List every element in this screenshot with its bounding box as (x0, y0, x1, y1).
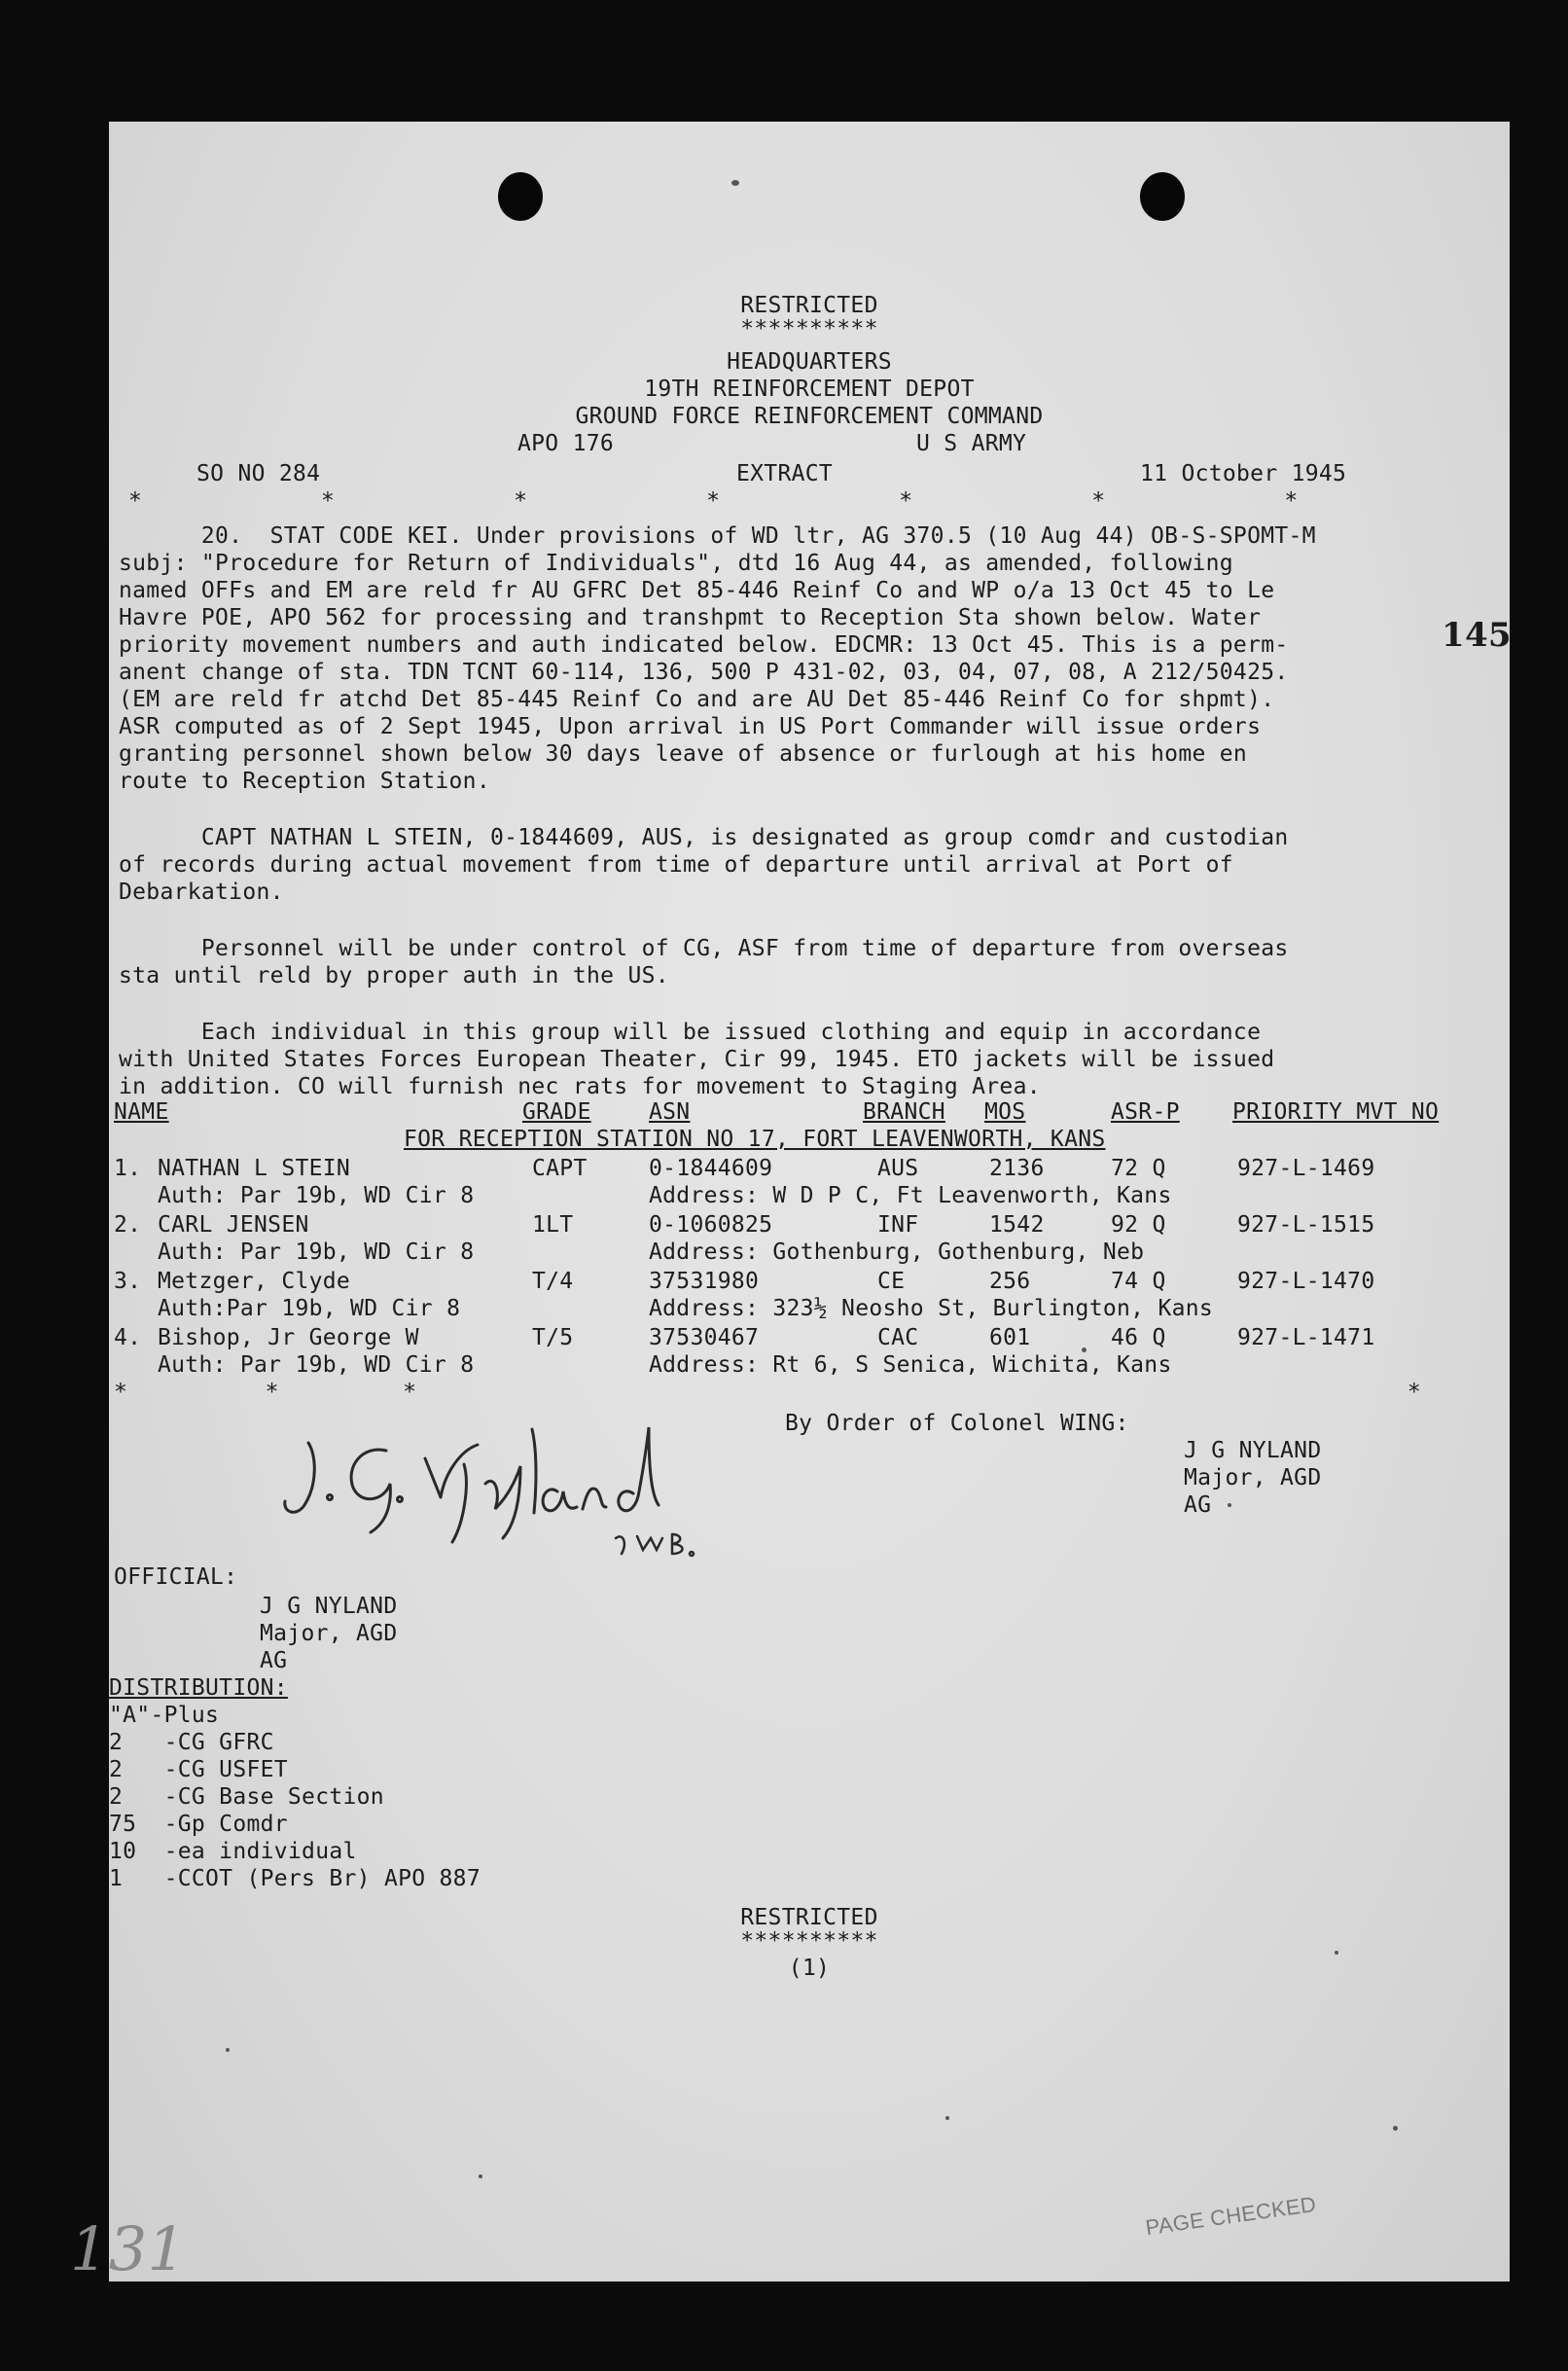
header-line-3: GROUND FORCE REINFORCEMENT COMMAND (575, 404, 1044, 429)
capt-para-line: Debarkation. (119, 880, 284, 905)
order-title: AG (1184, 1492, 1212, 1518)
col-header-branch: BRANCH (863, 1099, 945, 1125)
para20-line: anent change of sta. TDN TCNT 60-114, 136, 500 P 431-02, 03, 04, 07, 08, A 212/50425. (119, 660, 1289, 685)
capt-para-line: CAPT NATHAN L STEIN, 0-1844609, AUS, is designated as group comdr and custodian (119, 825, 1289, 850)
handwritten-signature (269, 1416, 736, 1562)
distribution-item: 2 -CG USFET (109, 1757, 288, 1782)
official-name: J G NYLAND (260, 1594, 398, 1619)
row-grade: CAPT (532, 1156, 588, 1181)
row-name: CARL JENSEN (158, 1212, 309, 1238)
apo-number: APO 176 (517, 431, 615, 456)
official-rank: Major, AGD (260, 1621, 398, 1646)
individual-para-line: with United States Forces European Theater, Cir 99, 1945. ETO jackets will be issued (119, 1047, 1275, 1072)
reception-station: FOR RECEPTION STATION NO 17, FORT LEAVENWORTH, KANS (404, 1127, 1106, 1152)
header-line-2: 19TH REINFORCEMENT DEPOT (644, 377, 975, 402)
row-priority: 927-L-1515 (1237, 1212, 1375, 1238)
row-number: 4. (114, 1325, 142, 1350)
document-page (70, 122, 1512, 2284)
row-branch: INF (877, 1212, 919, 1238)
row-asn: 0-1060825 (649, 1212, 773, 1238)
para20-line: 20. STAT CODE KEI. Under provisions of WD ltr, AG 370.5 (10 Aug 44) OB-S-SPOMT-M (119, 523, 1316, 549)
col-header-name: NAME (114, 1099, 169, 1125)
order-rank: Major, AGD (1184, 1465, 1322, 1491)
para20-line: named OFFs and EM are reld fr AU GFRC Det 85-446 Reinf Co and WP o/a 13 Oct 45 to Le (119, 578, 1275, 603)
row-mos: 601 (989, 1325, 1031, 1350)
para20-line: subj: "Procedure for Return of Individuals", dtd 16 Aug 44, as amended, following (119, 551, 1233, 576)
page-mark-145: 145 (1442, 616, 1512, 655)
col-header-mos: MOS (984, 1099, 1026, 1125)
order-name: J G NYLAND (1184, 1438, 1322, 1463)
row-name: Bishop, Jr George W (158, 1325, 419, 1350)
row-address: Address: 323½ Neosho St, Burlington, Kans (649, 1296, 1214, 1321)
row-number: 3. (114, 1269, 142, 1294)
row-mos: 256 (989, 1269, 1031, 1294)
margin-number: 131 (70, 2213, 187, 2284)
distribution-item: 2 -CG GFRC (109, 1730, 274, 1755)
row-address: Address: W D P C, Ft Leavenworth, Kans (649, 1183, 1172, 1208)
col-header-grade: GRADE (522, 1099, 591, 1125)
official-label: OFFICIAL: (114, 1564, 238, 1590)
personnel-para-line: sta until reld by proper auth in the US. (119, 963, 669, 988)
row-asn: 0-1844609 (649, 1156, 773, 1181)
distribution-item: 75 -Gp Comdr (109, 1812, 288, 1837)
individual-para-line: in addition. CO will furnish nec rats for movement to Staging Area. (119, 1074, 1041, 1099)
capt-para-line: of records during actual movement from time of departure until arrival at Port of (119, 852, 1233, 878)
header-line-1: HEADQUARTERS (727, 349, 892, 375)
row-asr: 46 Q (1111, 1325, 1166, 1350)
classification-top: RESTRICTED (740, 293, 878, 318)
distribution-item: 2 -CG Base Section (109, 1784, 384, 1810)
separator-stars: * * * * * * * (128, 488, 1299, 514)
classification-bottom: RESTRICTED (740, 1905, 878, 1930)
by-order-line: By Order of Colonel WING: (785, 1411, 1129, 1436)
col-header-asr: ASR-P (1111, 1099, 1180, 1125)
row-branch: CAC (877, 1325, 919, 1350)
row-auth: Auth: Par 19b, WD Cir 8 (158, 1352, 475, 1378)
stars-top: ********** (740, 316, 878, 341)
row-priority: 927-L-1471 (1237, 1325, 1375, 1350)
row-grade: T/5 (532, 1325, 574, 1350)
distribution-item: 10 -ea individual (109, 1839, 357, 1864)
row-auth: Auth: Par 19b, WD Cir 8 (158, 1239, 475, 1265)
row-asn: 37531980 (649, 1269, 760, 1294)
row-asr: 72 Q (1111, 1156, 1166, 1181)
para20-line: Havre POE, APO 562 for processing and transhpmt to Reception Sta shown below. Water (119, 605, 1262, 630)
row-asr: 74 Q (1111, 1269, 1166, 1294)
document-text (70, 122, 1512, 2284)
row-branch: CE (877, 1269, 906, 1294)
order-date: 11 October 1945 (1140, 461, 1347, 486)
row-auth: Auth:Par 19b, WD Cir 8 (158, 1296, 461, 1321)
row-priority: 927-L-1470 (1237, 1269, 1375, 1294)
row-number: 1. (114, 1156, 142, 1181)
row-branch: AUS (877, 1156, 919, 1181)
extract-label: EXTRACT (736, 461, 834, 486)
row-address: Address: Gothenburg, Gothenburg, Neb (649, 1239, 1145, 1265)
individual-para-line: Each individual in this group will be issued clothing and equip in accordance (119, 1020, 1262, 1045)
col-header-priority: PRIORITY MVT NO (1232, 1099, 1440, 1125)
row-number: 2. (114, 1212, 142, 1238)
row-asn: 37530467 (649, 1325, 760, 1350)
army-label: U S ARMY (916, 431, 1027, 456)
distribution-label: DISTRIBUTION: (109, 1675, 288, 1701)
row-mos: 2136 (989, 1156, 1045, 1181)
para20-line: granting personnel shown below 30 days leave of absence or furlough at his home en (119, 741, 1248, 767)
col-header-asn: ASN (649, 1099, 691, 1125)
row-mos: 1542 (989, 1212, 1045, 1238)
stars-bottom: ********** (740, 1928, 878, 1954)
para20-line: route to Reception Station. (119, 769, 490, 794)
row-grade: 1LT (532, 1212, 574, 1238)
row-grade: T/4 (532, 1269, 574, 1294)
para20-line: (EM are reld fr atchd Det 85-445 Reinf Co and are AU Det 85-446 Reinf Co for shpmt). (119, 687, 1275, 712)
official-title: AG (260, 1648, 288, 1673)
page-checked-stamp: PAGE CHECKED (1144, 2191, 1318, 2241)
distribution-item: "A"-Plus (109, 1703, 220, 1728)
row-name: Metzger, Clyde (158, 1269, 351, 1294)
row-priority: 927-L-1469 (1237, 1156, 1375, 1181)
so-number: SO NO 284 (196, 461, 321, 486)
row-name: NATHAN L STEIN (158, 1156, 351, 1181)
row-asr: 92 Q (1111, 1212, 1166, 1238)
row-address: Address: Rt 6, S Senica, Wichita, Kans (649, 1352, 1172, 1378)
page-number: (1) (788, 1956, 831, 1981)
para20-line: ASR computed as of 2 Sept 1945, Upon arrival in US Port Commander will issue orders (119, 714, 1262, 739)
distribution-item: 1 -CCOT (Pers Br) APO 887 (109, 1866, 481, 1891)
para20-line: priority movement numbers and auth indicated below. EDCMR: 13 Oct 45. This is a perm- (119, 632, 1289, 658)
row-auth: Auth: Par 19b, WD Cir 8 (158, 1183, 475, 1208)
separator-stars: * * * * (114, 1380, 1421, 1405)
personnel-para-line: Personnel will be under control of CG, ASF from time of departure from overseas (119, 936, 1289, 961)
